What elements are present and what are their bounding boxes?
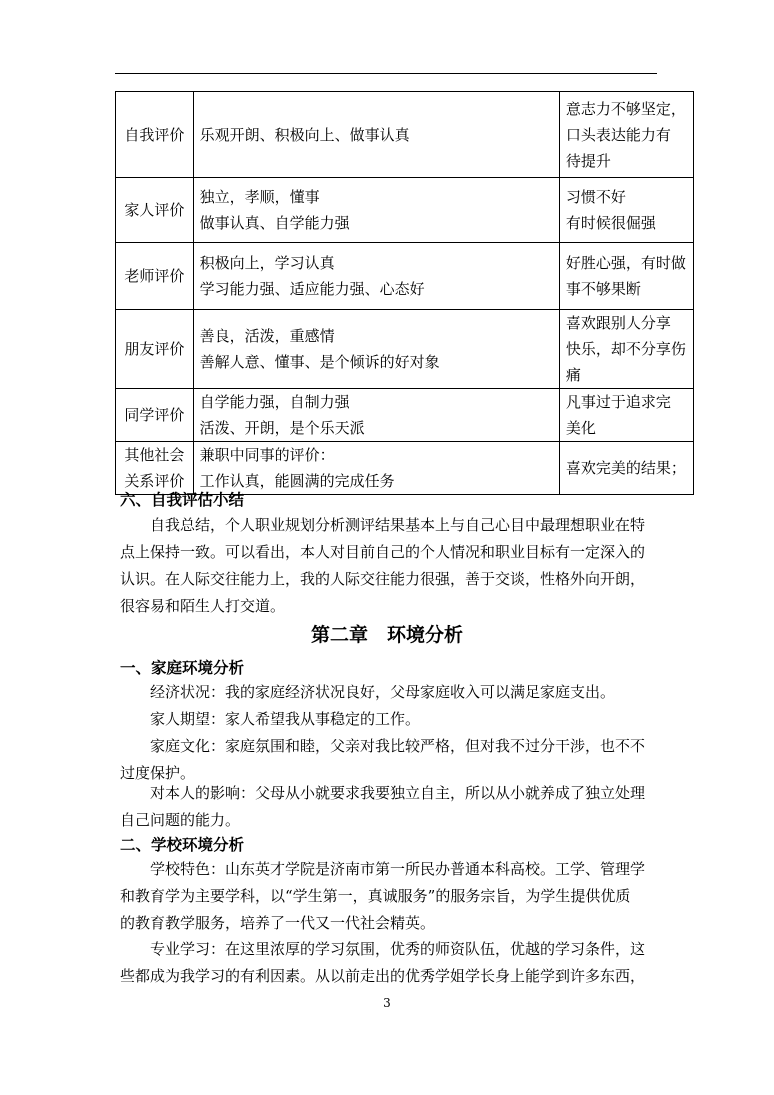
cell-line: 有时候很倔强	[565, 214, 656, 232]
cell-line: 关系评价	[124, 472, 185, 490]
weaknesses-cell	[559, 243, 693, 310]
family-culture	[120, 733, 660, 787]
weaknesses-cell	[559, 92, 693, 178]
text-line: 的教育教学服务，培养了一代又一代社会精英。	[120, 914, 436, 932]
strengths-cell	[193, 389, 559, 442]
strengths-cell	[193, 243, 559, 310]
strengths-cell	[193, 92, 559, 178]
family-economy	[120, 679, 660, 706]
text-line: 和教育学为主要学科，以“学生第一，真诚服务”的服务宗旨，为学生提供优质	[120, 887, 631, 905]
cell-line: 美化	[565, 419, 596, 437]
cell-line: 善解人意、懂事、是个倾诉的好对象	[199, 353, 440, 371]
cell-line: 老师评价	[124, 267, 185, 285]
table-row	[116, 442, 694, 495]
cell-line: 快乐，却不分享伤	[565, 340, 686, 358]
text-line: 过度保护。	[120, 764, 196, 782]
text-line: 学校特色：山东英才学院是济南市第一所民办普通本科高校。工学、管理学	[150, 860, 646, 878]
text-line: 家人期望：家人希望我从事稳定的工作。	[150, 710, 421, 728]
cell-line: 痛	[565, 366, 581, 384]
cell-line: 待提升	[565, 151, 611, 170]
category-cell	[116, 389, 194, 442]
family-heading: 一、家庭环境分析	[120, 659, 245, 677]
page-number: 3	[383, 996, 391, 1010]
school-study	[120, 936, 660, 990]
cell-line: 做事认真、自学能力强	[199, 214, 350, 232]
weaknesses-cell	[559, 389, 693, 442]
weaknesses-cell	[559, 310, 693, 389]
text-line: 自我总结，个人职业规划分析测评结果基本上与自己心目中最理想职业在特	[150, 516, 646, 534]
text-line: 专业学习：在这里浓厚的学习氛围，优秀的师资队伍，优越的学习条件，这	[150, 940, 646, 958]
cell-line: 朋友评价	[124, 340, 185, 358]
cell-line: 自我评价	[124, 125, 185, 144]
cell-line: 工作认真，能圆满的完成任务	[199, 472, 395, 490]
weaknesses-cell	[559, 442, 693, 495]
chapter-title: 第二章 环境分析	[310, 624, 463, 646]
section6-heading: 六、自我评估小结	[120, 491, 245, 509]
cell-line: 事不够果断	[565, 280, 641, 298]
section6-summary	[120, 512, 660, 620]
cell-line: 喜欢完美的结果；	[565, 459, 686, 477]
cell-line: 独立，孝顺，懂事	[199, 188, 320, 206]
weaknesses-cell	[559, 178, 693, 243]
cell-line: 意志力不够坚定，	[565, 99, 686, 118]
text-line: 点上保持一致。可以看出，本人对目前自己的个人情况和职业目标有一定深入的	[120, 543, 646, 561]
text-line: 些都成为我学习的有利因素。从以前走出的优秀学姐学长身上能学到许多东西，	[120, 967, 646, 985]
category-cell	[116, 178, 194, 243]
category-cell	[116, 92, 194, 178]
cell-line: 喜欢跟别人分享	[565, 314, 671, 332]
category-cell	[116, 310, 194, 389]
table-row	[116, 178, 694, 243]
text-line: 很容易和陌生人打交道。	[120, 597, 286, 615]
cell-line: 其他社会	[124, 446, 185, 464]
strengths-cell	[193, 310, 559, 389]
cell-line: 积极向上，学习认真	[199, 254, 335, 272]
cell-line: 家人评价	[124, 201, 185, 219]
cell-line: 好胜心强，有时做	[565, 254, 686, 272]
text-line: 对本人的影响：父母从小就要求我要独立自主，所以从小就养成了独立处理	[150, 784, 646, 802]
table-row	[116, 92, 694, 178]
cell-line: 活泼、开朗，是个乐天派	[199, 419, 365, 437]
family-influence	[120, 780, 660, 834]
cell-line: 自学能力强，自制力强	[199, 393, 350, 411]
cell-line: 同学评价	[124, 406, 185, 424]
cell-line: 凡事过于追求完	[565, 393, 671, 411]
strengths-cell	[193, 178, 559, 243]
text-line: 家庭文化：家庭氛围和睦，父亲对我比较严格，但对我不过分干涉，也不不	[150, 737, 646, 755]
category-cell	[116, 442, 194, 495]
header-rule	[115, 73, 657, 74]
text-line: 认识。在人际交往能力上，我的人际交往能力很强，善于交谈，性格外向开朗，	[120, 570, 646, 588]
table-row	[116, 389, 694, 442]
cell-line: 善良，活泼，重感情	[199, 327, 335, 345]
school-features	[120, 856, 660, 937]
family-expectation	[120, 706, 660, 733]
text-line: 自己问题的能力。	[120, 811, 241, 829]
school-heading: 二、学校环境分析	[120, 836, 245, 854]
cell-line: 学习能力强、适应能力强、心态好	[199, 280, 425, 298]
table-row	[116, 310, 694, 389]
strengths-cell	[193, 442, 559, 495]
table-row	[116, 243, 694, 310]
cell-line: 乐观开朗、积极向上、做事认真	[199, 125, 410, 144]
cell-line: 习惯不好	[565, 188, 626, 206]
category-cell	[116, 243, 194, 310]
cell-line: 口头表达能力有	[565, 125, 671, 144]
text-line: 经济状况：我的家庭经济状况良好，父母家庭收入可以满足家庭支出。	[150, 683, 616, 701]
self-evaluation-table	[115, 91, 694, 495]
cell-line: 兼职中同事的评价：	[199, 446, 335, 464]
